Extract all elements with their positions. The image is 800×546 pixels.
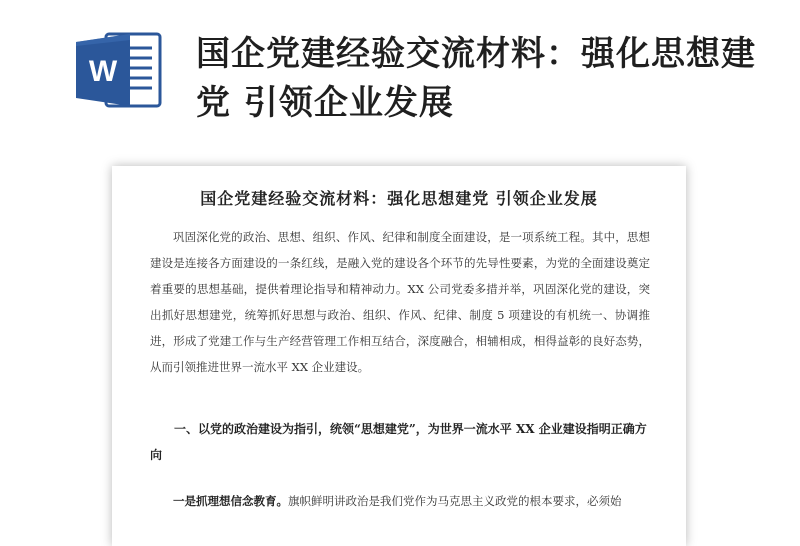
document-paragraph-1: 巩固深化党的政治、思想、组织、作风、纪律和制度全面建设，是一项系统工程。其中，思想建设是连接各方面建设的一条红线，是融入党的建设各个环节的先导性要素，为党的全面建设奠定着重要的思想基础，提供着理论指导和精神动力。XX 公司党委多措并举，巩固深化党的建设，突出抓好思想建党，统筹抓好思想与政治、组织、作风、纪律、制度 5 项建设的有机统一、协调推进，形成了党建工作与生产经营管理工作相互结合，深度融合，相辅相成，相得益彰的良好态势，从而引领推进世界一流水平 XX 企业建设。 [150,230,650,374]
page-title: 国企党建经验交流材料：强化思想建党 引领企业发展 [196,34,756,123]
word-document-icon [72,30,164,110]
paragraph-2-lead: 一是抓理想信念教育。 [173,494,288,508]
header [0,0,800,150]
document-page-preview [112,166,686,546]
paragraph-2-text: 旗帜鲜明讲政治是我们党作为马克思主义政党的根本要求，必须始 [288,494,622,508]
document-title: 国企党建经验交流材料：强化思想建党 引领企业发展 [200,189,598,208]
word-icon-letter: W [88,55,118,88]
section-heading-1: 一、以党的政治建设为指引，统领“思想建党”，为世界一流水平 XX 企业建设指明正确方向 [150,422,647,462]
document-paragraph-2 [150,488,650,514]
